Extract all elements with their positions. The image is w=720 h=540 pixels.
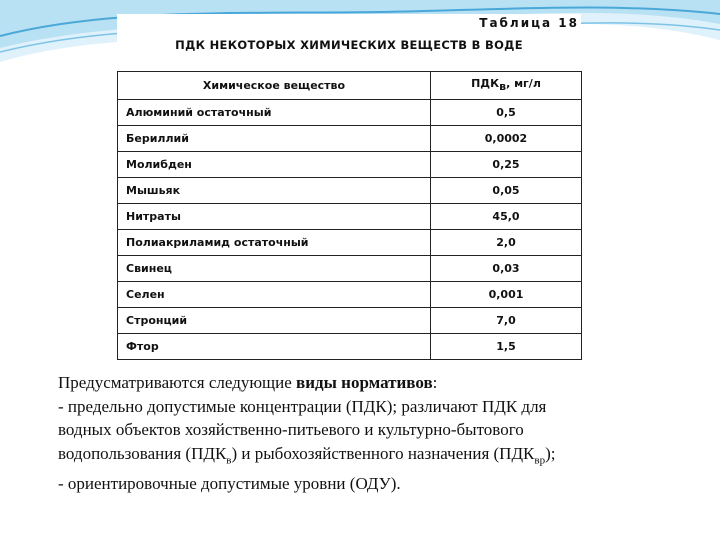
pdk-value-cell: 45,0: [431, 204, 582, 230]
text-line-4: [58, 442, 708, 473]
header-substance: Химическое вещество: [118, 72, 431, 100]
table-header-row: [118, 72, 582, 100]
table-row: [118, 152, 582, 178]
substance-cell: Молибден: [118, 152, 431, 178]
table-row: [118, 308, 582, 334]
substance-cell: Нитраты: [118, 204, 431, 230]
table-number: Таблица 18: [479, 16, 579, 30]
table-row: [118, 178, 582, 204]
table-row: [118, 100, 582, 126]
substance-cell: Селен: [118, 282, 431, 308]
table-title: ПДК НЕКОТОРЫХ ХИМИЧЕСКИХ ВЕЩЕСТВ В ВОДЕ: [175, 38, 523, 52]
text-line-5: - ориентировочные допустимые уровни (ОДУ).: [58, 474, 401, 494]
substance-cell: Алюминий остаточный: [118, 100, 431, 126]
text-line-1-pre: Предусматриваются следующие: [58, 373, 297, 392]
header-pdk: [431, 72, 582, 100]
pdk-value-cell: 0,001: [431, 282, 582, 308]
text-line-1: [58, 371, 708, 395]
header-pdk-sub: в: [499, 80, 507, 94]
table-row: [118, 126, 582, 152]
table-row: [118, 204, 582, 230]
header-pdk-unit: , мг/л: [506, 77, 541, 91]
table-row: [118, 282, 582, 308]
text-line-3: водных объектов хозяйственно-питьевого и культурно-бытового: [58, 420, 524, 439]
body-text: [58, 371, 708, 496]
substance-cell: Стронций: [118, 308, 431, 334]
pdk-value-cell: 1,5: [431, 334, 582, 360]
pdk-value-cell: 0,25: [431, 152, 582, 178]
substance-cell: Мышьяк: [118, 178, 431, 204]
table-row: [118, 334, 582, 360]
pdk-value-cell: 7,0: [431, 308, 582, 334]
table-image: [117, 14, 581, 356]
text-line-4-a: водопользования (ПДК: [58, 443, 227, 463]
pdk-value-cell: 2,0: [431, 230, 582, 256]
text-line-2: - предельно допустимые концентрации (ПДК); различают ПДК для: [58, 396, 547, 416]
table-row: [118, 230, 582, 256]
pdk-value-cell: 0,05: [431, 178, 582, 204]
substance-cell: Бериллий: [118, 126, 431, 152]
pdk-value-cell: 0,5: [431, 100, 582, 126]
text-line-4-b: ) и рыбохозяйственного назначения (ПДК: [231, 443, 535, 463]
substance-cell: Фтор: [118, 334, 431, 360]
substance-cell: Полиакриламид остаточный: [118, 230, 431, 256]
text-line-4-c: );: [545, 443, 556, 463]
pdk-value-cell: 0,0002: [431, 126, 582, 152]
header-pdk-main: ПДК: [471, 77, 500, 91]
text-line-1-bold: виды нормативов: [296, 373, 433, 392]
text-line-4-sub2: вр: [534, 453, 546, 466]
text-line-4-sub1: в: [226, 453, 232, 466]
text-line-1-post: :: [432, 373, 438, 392]
table-row: [118, 256, 582, 282]
pdk-value-cell: 0,03: [431, 256, 582, 282]
pdk-table: [117, 71, 582, 360]
substance-cell: Свинец: [118, 256, 431, 282]
